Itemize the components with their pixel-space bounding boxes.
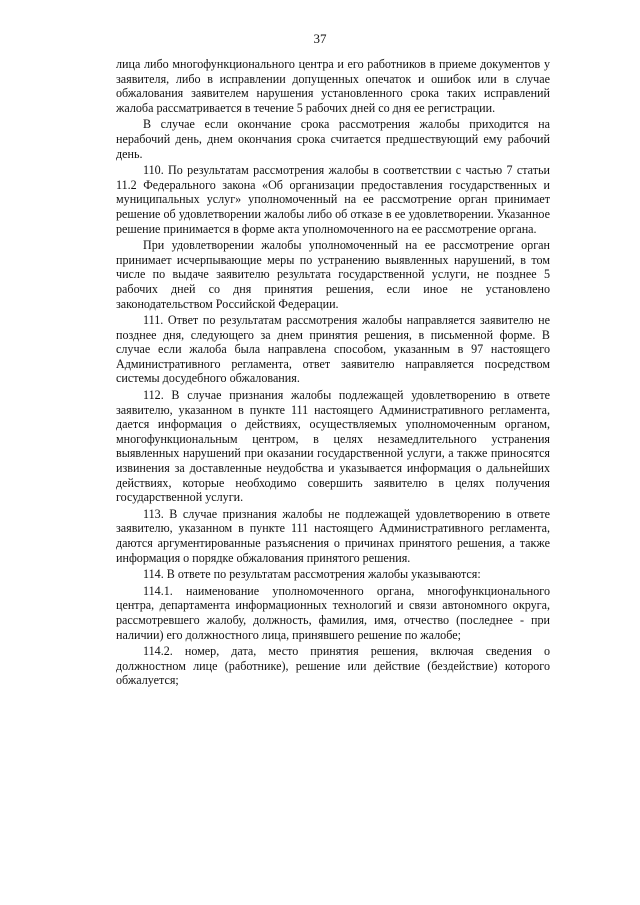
document-body	[116, 57, 550, 688]
page-number: 37	[313, 31, 327, 46]
paragraph-114-2: 114.2. номер, дата, место принятия решения, включая сведения о должностном лице (работнике), решение или действие (бездействие) которого обжалуется;	[116, 644, 550, 688]
paragraph-112: 112. В случае признания жалобы подлежащей удовлетворению в ответе заявителю, указанном в пункте 111 настоящего Административного регламента, дается информация о действиях, осуществляемых уполномоченным органом, многофункциональным центром, в целях незамедлительного устранения выявленных нарушений при оказании государственной услуги, а также приносятся извинения за доставленные неудобства и указывается информация о дальнейших действиях, которые необходимо совершить заявителю в целях получения государственной услуги.	[116, 388, 550, 505]
paragraph-113: 113. В случае признания жалобы не подлежащей удовлетворению в ответе заявителю, указанном в пункте 111 настоящего Административного регламента, даются аргументированные разъяснения о причинах принятого решения, а также информация о порядке обжалования принятого решения.	[116, 506, 550, 565]
paragraph: При удовлетворении жалобы уполномоченный на ее рассмотрение орган принимает исчерпывающие меры по устранению выявленных нарушений, в том числе по выдаче заявителю результата государственной услуги, не позднее 5 рабочих дней со дня принятия решения, если иное не установлено законодательством Российской Федерации.	[116, 238, 550, 311]
paragraph: В случае если окончание срока рассмотрения жалобы приходится на нерабочий день, днем окончания срока считается предшествующий ему рабочий день.	[116, 117, 550, 161]
paragraph: лица либо многофункционального центра и его работников в приеме документов у заявителя, либо в исправлении допущенных опечаток и ошибок или в случае обжалования заявителем нарушения установленного срока таких исправлений жалоба рассматривается в течение 5 рабочих дней со дня ее регистрации.	[116, 57, 550, 115]
paragraph-114: 114. В ответе по результатам рассмотрения жалобы указываются:	[143, 567, 481, 582]
paragraph-110: 110. По результатам рассмотрения жалобы в соответствии с частью 7 статьи 11.2 Федерального закона «Об организации предоставления государственных и муниципальных услуг» уполномоченный на ее рассмотрение орган принимает решение об удовлетворении жалобы либо об отказе в ее удовлетворении. Указанное решение принимается в форме акта уполномоченного на ее рассмотрение органа.	[116, 163, 550, 236]
paragraph-111: 111. Ответ по результатам рассмотрения жалобы направляется заявителю не позднее дня, следующего за днем принятия решения, в письменной форме. В случае если жалоба была направлена способом, указанным в 97 настоящего Административного регламента, ответ заявителю направляется посредством системы досудебного обжалования.	[116, 313, 550, 386]
paragraph-114-1: 114.1. наименование уполномоченного органа, многофункционального центра, департамента информационных технологий и связи автономного округа, рассмотревшего жалобу, должность, фамилия, имя, отчество (последнее - при наличии) его должностного лица, принявшего решение по жалобе;	[116, 583, 550, 642]
